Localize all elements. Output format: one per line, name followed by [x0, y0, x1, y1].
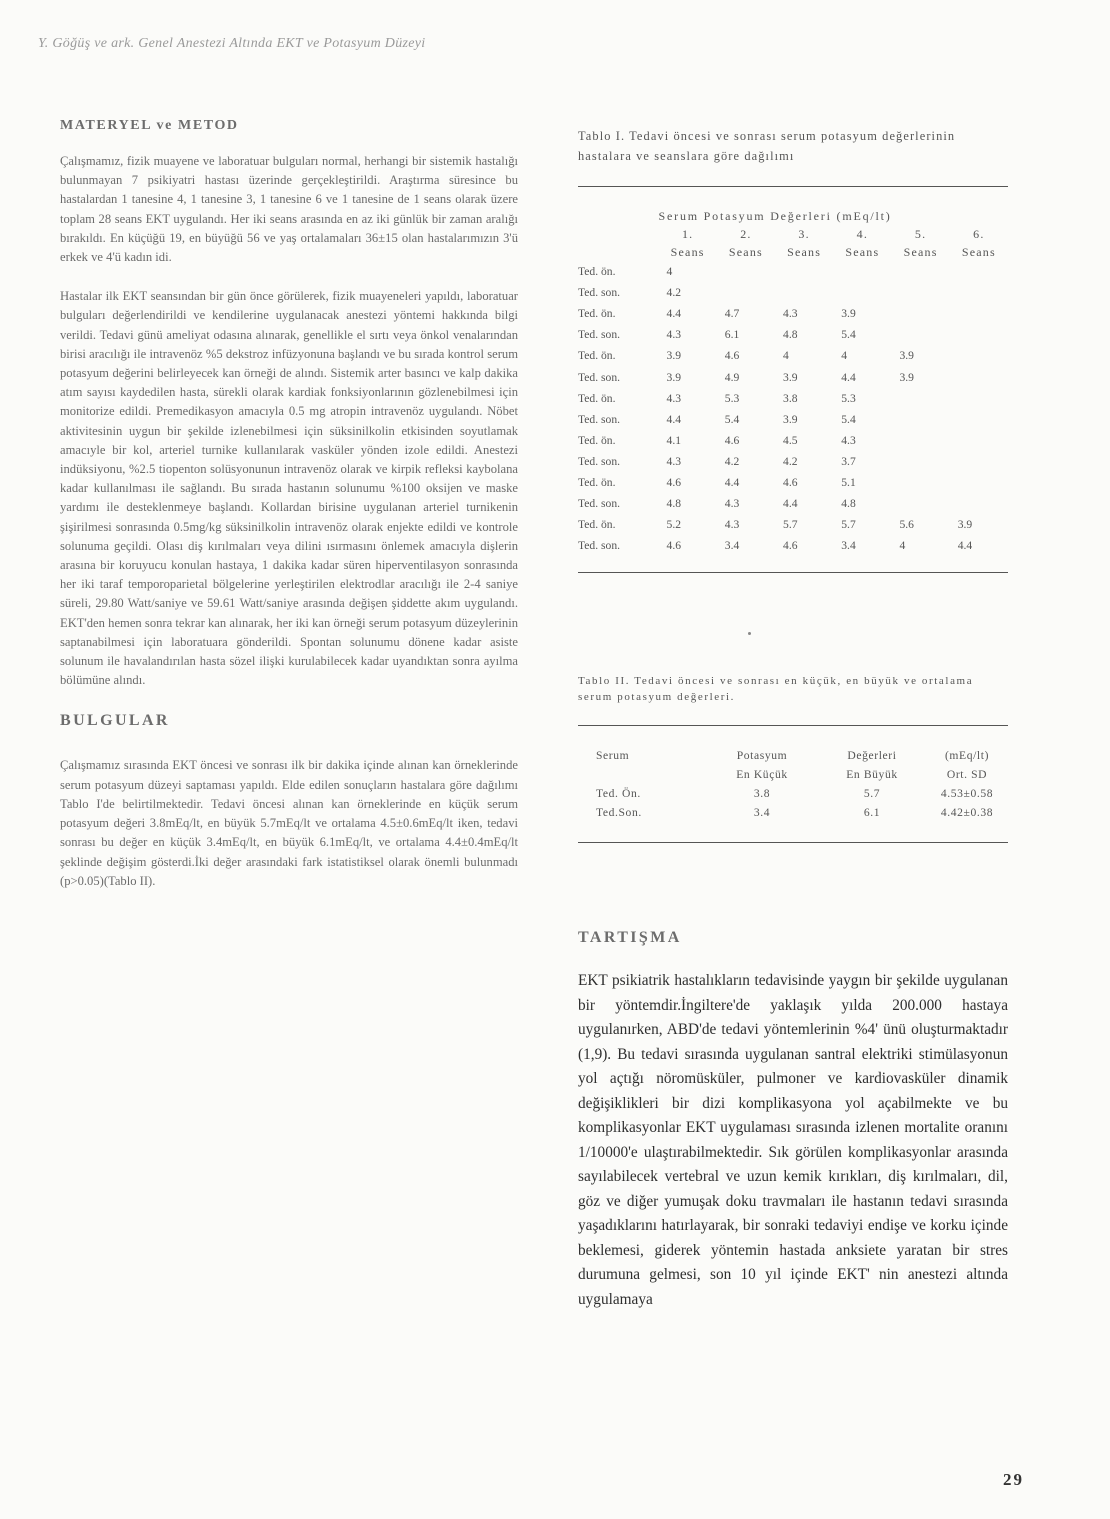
- table2-top-rule: [578, 725, 1008, 726]
- table1-value-cell: 3.9: [666, 349, 682, 363]
- table1-value-cell: 4.4: [666, 412, 682, 426]
- bulgular-heading: BULGULAR: [60, 712, 170, 730]
- table1-value-cell: [891, 472, 949, 493]
- table1-value-cell: 4: [899, 539, 906, 553]
- table2-header-row-2: [590, 765, 1010, 784]
- materyel-paragraph-2: Hastalar ilk EKT seansından bir gün önce görülerek, fizik muayeneleri yapıldı, laboratuar bulguları değerlendirildi ve kendilerine uygulanacak anestezi yöntemi hakkında bilgi verildi. Tedavi günü ameliyat odasına alınarak, genellikle el sırtı veya önkol venalarından birisi aracılığı ile intravenöz %5 dekstroz infüzyonuna başlandı ve bu sırada kontrol serum potasyum değerini belirleyecek kan örneği de alındı. Sistemik arter basıncı ve kalp dakika atım sayısı kaydedilen hasta, sürekli olarak kardiak fonksiyonlarının gözlenebilmesi için monitorize edildi. Premedikasyon amacıyla 0.5 mg atropin intravenöz uygulandı. Nöbet aktivitesinin uygun bir şekilde izlenebilmesi için süksinilkolin etkisinden soyutlamak amacıyle bir kol, arteriel turnike kullanılarak vasküler yönden izole edildi. Anestezi indüksiyonu, %2.5 tiopenton solüsyonunun intravenöz olarak ve kirpik refleksi kaybolana kadar kullanılması ile sağlandı. Bu sırada hastanın solunumu %100 oksijen ve maske yardımı ile desteklenmeye başlandı. Kollardan birisine uygulanan arteriel turnikenin şişirilmesi sonrasında 0.5mg/kg süksinilkolin intravenöz olarak enjekte edildi ve kontrole solunuma geçildi. Olası diş kırılmaları veya dilini ısırmasını önlemek amacıyla dişlerin arasına bir koruyucu konulan hastaya, 1 dakika kadar süren hiperventilasyon sonrasında her iki taraf temporoparietal bölgelerine yerleştirilen elektrodlar aracılığı ile 2-4 saniye süreli, 29.80 Watt/saniye ve 59.61 Watt/saniye arasında değişen şiddette akım uygulandı. EKT'den hemen sonra tekrar kan alınarak, her iki kan örneği serum potasyum düzeylerinin saptanabilmesi için laboratuara gönderildi. Spontan solunumu dönene kadar asiste solunum ile havalandırılan hasta sözel ilişki kurulabilecek kadar uyandıktan sonra ayılma bölümüne alındı.: [60, 289, 518, 688]
- table1-value-cell: [891, 324, 949, 345]
- table1-value-cell: 5.6: [899, 518, 914, 532]
- table1-row-label: Ted. ön.: [578, 307, 616, 321]
- table1-value-cell: 3.9: [899, 349, 914, 363]
- table1-value-cell: 4.7: [724, 307, 740, 321]
- table2-row: [590, 803, 1010, 822]
- table1-value-cell: [717, 282, 775, 303]
- table1-value-cell: 4.6: [783, 539, 798, 553]
- table1-caption: Tablo I. Tedavi öncesi ve sonrası serum potasyum değerlerinin hastalara ve seanslara göre dağılımı: [578, 129, 956, 163]
- table2-cell: 5.7: [863, 787, 881, 801]
- session-label: Seans: [961, 244, 996, 259]
- table1-value-cell: 4.6: [783, 475, 798, 489]
- table1-value-cell: 4.3: [724, 518, 740, 532]
- table1-value-cell: [891, 451, 949, 472]
- bulgular-paragraph: Çalışmamız sırasında EKT öncesi ve sonrası ilk bir dakika içinde alınan kan örneklerinde serum potasyum düzeyi saptaması yapıldı. Elde edilen sonuçların hastalara göre dağılımı Tablo I'de belirtilmektedir. Tedavi öncesi alınan kan örneklerinde en küçük serum potasyum değeri 3.8mEq/lt, en büyük 5.7mEq/lt ve ortalama 4.5±0.6mEq/lt iken, tedavi sonrası bu değer en küçük 3.4mEq/lt, en büyük 6.1mEq/lt, ve ortalama 4.4±0.4mEq/lt şeklinde değişim gösterdi.İki değer arasındaki fark istatistiksel olarak önemli bulunmadı (p>0.05)(Tablo II).: [60, 758, 518, 888]
- table1-value-cell: 4.4: [957, 539, 973, 553]
- table1-value-cell: 3.4: [841, 539, 856, 553]
- session-label: Seans: [787, 244, 822, 259]
- table2-header-cell: Serum: [596, 749, 630, 763]
- table1-row: [578, 472, 1008, 493]
- table1-value-cell: 5.2: [666, 518, 682, 532]
- session-number: 3.: [798, 226, 810, 241]
- table1: [578, 207, 1008, 556]
- table1-value-cell: 3.8: [783, 391, 798, 405]
- table1-value-cell: [950, 472, 1008, 493]
- table1-row: [578, 261, 1008, 282]
- table1-value-cell: 5.4: [724, 412, 740, 426]
- table2-cell: 4.53±0.58: [940, 787, 994, 801]
- speck: [748, 632, 751, 635]
- table1-top-rule: [578, 186, 1008, 187]
- table1-value-cell: 4.4: [783, 497, 798, 511]
- table1-value-cell: 4.4: [724, 475, 740, 489]
- table1-value-cell: 5.3: [841, 391, 856, 405]
- session-number: 6.: [973, 226, 985, 241]
- table1-value-cell: 3.9: [957, 518, 973, 532]
- table1-row-label: Ted. son.: [578, 497, 621, 511]
- table1-value-cell: [833, 261, 891, 282]
- table1-value-cell: 6.1: [724, 328, 740, 342]
- table1-value-cell: [950, 430, 1008, 451]
- page-number: 29: [1003, 1470, 1024, 1489]
- table1-value-cell: 5.4: [841, 412, 856, 426]
- table1-value-cell: 4.6: [666, 475, 682, 489]
- table1-value-cell: 4.3: [666, 391, 682, 405]
- table1-value-cell: [950, 261, 1008, 282]
- table1-value-cell: [891, 388, 949, 409]
- right-column: [578, 126, 1008, 1328]
- table1-row-label: Ted. ön.: [578, 433, 616, 447]
- table1-row-label: Ted. ön.: [578, 391, 616, 405]
- table1-value-cell: 3.9: [899, 370, 914, 384]
- table1-value-cell: [717, 261, 775, 282]
- table1-value-cell: [950, 303, 1008, 324]
- table1-value-cell: [891, 430, 949, 451]
- table1-value-cell: 5.4: [841, 328, 856, 342]
- session-number: 2.: [740, 226, 752, 241]
- table1-bottom-rule: [578, 572, 1008, 573]
- table2-bottom-rule: [578, 842, 1008, 843]
- table1-row-label: Ted. son.: [578, 539, 621, 553]
- table1-session-number-row: [578, 225, 1008, 243]
- table1-value-cell: [950, 388, 1008, 409]
- session-label: Seans: [903, 244, 938, 259]
- table1-value-cell: 4.9: [724, 370, 740, 384]
- table1-row: [578, 535, 1008, 556]
- table1-row-label: Ted. ön.: [578, 518, 616, 532]
- table1-value-cell: 3.9: [783, 412, 798, 426]
- table1-value-cell: 4.3: [666, 454, 682, 468]
- table1-value-cell: 4.1: [666, 433, 682, 447]
- table1-row: [578, 409, 1008, 430]
- table1-value-cell: 3.9: [841, 307, 856, 321]
- table1-row: [578, 430, 1008, 451]
- table1-value-cell: [833, 282, 891, 303]
- table2-header-cell: (mEq/lt): [944, 749, 990, 763]
- table1-value-cell: 3.9: [783, 370, 798, 384]
- table1-value-cell: 5.7: [783, 518, 798, 532]
- table1-row-label: Ted. ön.: [578, 475, 616, 489]
- table1-value-cell: 4.5: [783, 433, 798, 447]
- table1-body: [578, 261, 1008, 556]
- table2-cell: 6.1: [863, 806, 881, 820]
- table1-value-cell: 4.6: [724, 433, 740, 447]
- table2-header-cell: Değerleri: [847, 749, 897, 763]
- table1-value-cell: 4.8: [841, 497, 856, 511]
- session-label: Seans: [728, 244, 763, 259]
- table2: [590, 746, 1010, 822]
- table1-value-cell: 5.7: [841, 518, 856, 532]
- left-column: [60, 118, 518, 907]
- table1-row: [578, 303, 1008, 324]
- table2-caption: Tablo II. Tedavi öncesi ve sonrası en küçük, en büyük ve ortalama serum potasyum değerleri.: [578, 675, 974, 704]
- session-label: Seans: [670, 244, 705, 259]
- table1-row: [578, 324, 1008, 345]
- table1-value-cell: 4.3: [841, 433, 856, 447]
- table1-value-cell: 4.8: [666, 497, 682, 511]
- table1-value-cell: 4: [841, 349, 848, 363]
- table1-value-cell: 4.4: [666, 307, 682, 321]
- table1-value-cell: 4: [666, 265, 673, 279]
- table1-value-cell: 4.4: [841, 370, 856, 384]
- table2-header-cell: [590, 765, 704, 784]
- table1-row: [578, 451, 1008, 472]
- table1-session-label-row: [578, 243, 1008, 261]
- table1-value-cell: 4.8: [783, 328, 798, 342]
- table1-value-cell: 4.2: [724, 454, 740, 468]
- table1-row: [578, 345, 1008, 366]
- table1-value-cell: 4.6: [724, 349, 740, 363]
- session-number: 4.: [856, 226, 869, 241]
- table2-cell: 3.4: [753, 806, 771, 820]
- table1-value-cell: 4.3: [783, 307, 798, 321]
- table1-value-cell: [950, 324, 1008, 345]
- tartisma-paragraph: EKT psikiatrik hastalıkların tedavisinde yaygın bir şekilde uygulanan bir yöntemdir.İngiltere'de yaklaşık yılda 200.000 hastaya uygulanırken, ABD'de tedavi yöntemlerinin %4' ünü oluşturmaktadır (1,9). Bu tedavi sırasında uygulanan santral elektriki stimülasyonun yol açtığı nöromüsküler, pulmoner ve kardiovasküler dinamik değişiklikleri bir dizi komplikasyona yol açabilmekte ve bu komplikasyonlar EKT uygulaması sırasında izlenen mortalite oranını 1/10000'e ulaştırabilmektedir. Sık görülen komplikasyonlar arasında sayılabilecek vertebral ve uzun kemik kırıkları, diş kırılmaları, dil, göz ve diğer yumuşak doku travmaları ile hastanın tedavi sırasında yaşadıklarını hatırlayarak, bir sonraki tedaviyi endişe ve korku içinde beklemesi, giderek yöntemin hastada anksiete yaratan bir stres durumuna gelmesi, son 10 yıl içinde EKT' nin anestezi altında uygulamaya: [578, 972, 1008, 1308]
- table1-value-cell: 4: [783, 349, 789, 363]
- table2-row: [590, 784, 1010, 803]
- table1-row: [578, 514, 1008, 535]
- table1-value-cell: [891, 409, 949, 430]
- table2-header-row-1: [590, 746, 1010, 765]
- table2-header-cell: En Küçük: [736, 768, 788, 782]
- table2-cell: Ted.Son.: [596, 806, 642, 820]
- table1-value-cell: [950, 493, 1008, 514]
- running-header: Y. Göğüş ve ark. Genel Anestezi Altında EKT ve Potasyum Düzeyi: [38, 36, 426, 51]
- table1-value-cell: 3.7: [841, 454, 856, 468]
- table1-value-cell: 4.2: [783, 454, 798, 468]
- table1-title-row: [578, 207, 1008, 225]
- table1-row-label: Ted. son.: [578, 370, 621, 384]
- table1-value-cell: [891, 261, 949, 282]
- tartisma-heading: TARTIŞMA: [578, 929, 682, 947]
- table1-value-cell: 4.2: [666, 286, 682, 300]
- table2-cell: 4.42±0.38: [940, 806, 994, 820]
- table1-row-label: Ted. ön.: [578, 265, 616, 279]
- session-label: Seans: [845, 244, 880, 259]
- table1-value-cell: 3.9: [666, 370, 682, 384]
- table1-row: [578, 493, 1008, 514]
- table1-row-label: Ted. son.: [578, 328, 621, 342]
- session-number: 1.: [681, 226, 694, 241]
- session-number: 5.: [914, 226, 927, 241]
- table1-value-cell: [950, 345, 1008, 366]
- table1-value-cell: [950, 451, 1008, 472]
- table1-value-cell: [891, 493, 949, 514]
- materyel-heading: MATERYEL ve METOD: [60, 118, 239, 133]
- table1-value-cell: 4.3: [666, 328, 682, 342]
- materyel-paragraph-1: Çalışmamız, fizik muayene ve laboratuar bulguları normal, herhangi bir sistemik hastalığı bulunmayan 7 psikiyatri hastası üzerinde gerçekleştirildi. Araştırma süresince bu hastalardan 1 tanesine 4, 1 tanesine 3, 1 tanesine 6 ve 1 tanesine de 1 seans olarak üzere toplam 28 seans EKT uygulandı. Her iki seans arasında en az iki günlük bir zaman aralığı bırakıldı. En küçüğü 19, en büyüğü 56 ve yaş ortalamaları 36±15 olan hastalarımızın 3'ü erkek ve 4'ü kadın idi.: [60, 154, 518, 265]
- table1-row-label: Ted. ön.: [578, 349, 616, 363]
- table1-value-cell: [891, 303, 949, 324]
- table1-value-cell: 4.6: [666, 539, 682, 553]
- table1-value-cell: [775, 261, 833, 282]
- table1-row-label: Ted. son.: [578, 412, 621, 426]
- table1-value-cell: [891, 282, 949, 303]
- table1-row-label: Ted. son.: [578, 286, 621, 300]
- table2-header-cell: Ort. SD: [946, 768, 988, 782]
- table1-value-cell: 4.3: [724, 497, 740, 511]
- table2-cell: Ted. Ön.: [596, 787, 641, 801]
- table1-row: [578, 388, 1008, 409]
- table1-value-cell: 5.1: [841, 475, 856, 489]
- table1-value-cell: 5.3: [724, 391, 740, 405]
- table1-row: [578, 366, 1008, 387]
- table1-value-cell: [950, 409, 1008, 430]
- table1-row: [578, 282, 1008, 303]
- table1-value-cell: [950, 282, 1008, 303]
- table1-row-label: Ted. son.: [578, 454, 621, 468]
- table1-value-cell: [775, 282, 833, 303]
- table2-cell: 3.8: [753, 787, 771, 801]
- table2-header-cell: En Büyük: [846, 768, 898, 782]
- table1-title: Serum Potasyum Değerleri (mEq/lt): [658, 208, 892, 223]
- table1-value-cell: 3.4: [724, 539, 740, 553]
- table1-value-cell: [950, 366, 1008, 387]
- table2-header-cell: Potasyum: [736, 749, 788, 763]
